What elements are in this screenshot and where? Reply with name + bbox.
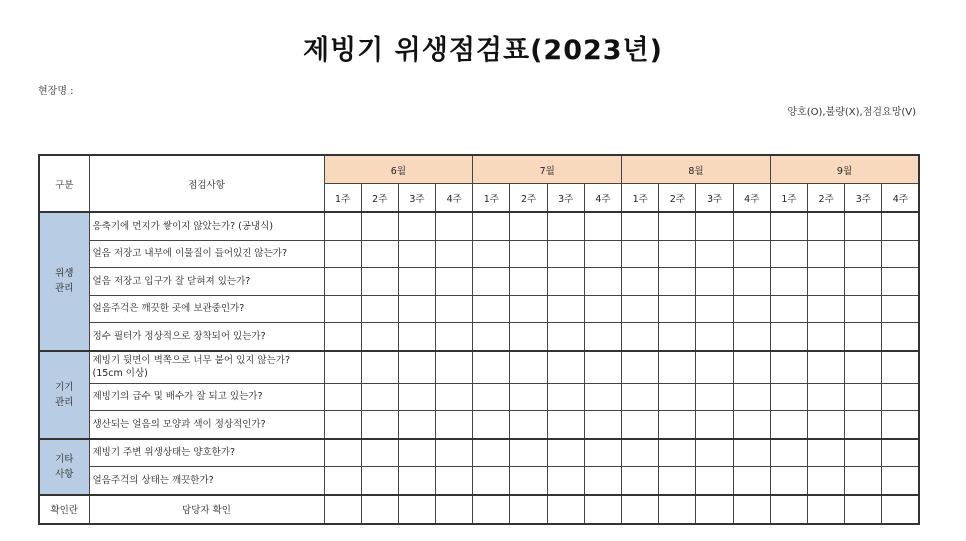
check-cell[interactable] — [436, 467, 473, 495]
check-cell[interactable] — [845, 323, 882, 351]
check-cell[interactable] — [473, 323, 510, 351]
check-cell[interactable] — [882, 212, 919, 240]
check-cell[interactable] — [770, 383, 807, 411]
check-cell[interactable] — [473, 383, 510, 411]
check-cell[interactable] — [808, 351, 845, 384]
signature-cell[interactable] — [659, 495, 696, 524]
check-cell[interactable] — [398, 323, 435, 351]
check-cell[interactable] — [770, 351, 807, 384]
category-header: 구분 — [39, 155, 89, 212]
signature-cell[interactable] — [361, 495, 398, 524]
items-header: 점검사항 — [89, 155, 324, 212]
check-cell[interactable] — [733, 268, 770, 296]
check-cell[interactable] — [845, 411, 882, 439]
check-cell[interactable] — [770, 411, 807, 439]
week-header: 4주 — [882, 184, 919, 213]
check-cell[interactable] — [473, 411, 510, 439]
check-cell[interactable] — [324, 411, 361, 439]
check-cell[interactable] — [733, 240, 770, 268]
week-header: 3주 — [845, 184, 882, 213]
check-cell[interactable] — [436, 351, 473, 384]
week-header: 3주 — [398, 184, 435, 213]
check-cell[interactable] — [696, 240, 733, 268]
check-cell[interactable] — [696, 212, 733, 240]
site-name-label: 현장명 : — [38, 86, 74, 97]
check-cell[interactable] — [659, 295, 696, 323]
check-cell[interactable] — [324, 323, 361, 351]
signature-cell[interactable] — [622, 495, 659, 524]
check-cell[interactable] — [436, 383, 473, 411]
check-cell[interactable] — [808, 439, 845, 467]
check-cell[interactable] — [361, 295, 398, 323]
check-cell[interactable] — [547, 268, 584, 296]
check-cell[interactable] — [324, 212, 361, 240]
check-cell[interactable] — [510, 411, 547, 439]
check-cell[interactable] — [324, 439, 361, 467]
signature-cell[interactable] — [398, 495, 435, 524]
check-cell[interactable] — [770, 323, 807, 351]
check-cell[interactable] — [808, 323, 845, 351]
check-cell[interactable] — [845, 383, 882, 411]
check-cell[interactable] — [696, 268, 733, 296]
check-cell[interactable] — [584, 323, 621, 351]
check-cell[interactable] — [808, 240, 845, 268]
check-cell[interactable] — [659, 439, 696, 467]
check-cell[interactable] — [398, 439, 435, 467]
check-cell[interactable] — [510, 439, 547, 467]
category-cell: 기기 관리 — [39, 351, 89, 439]
check-cell[interactable] — [845, 467, 882, 495]
check-cell[interactable] — [361, 351, 398, 384]
check-cell[interactable] — [473, 467, 510, 495]
check-cell[interactable] — [473, 268, 510, 296]
check-cell[interactable] — [398, 212, 435, 240]
check-cell[interactable] — [361, 323, 398, 351]
inspection-table — [38, 154, 920, 525]
check-cell[interactable] — [510, 467, 547, 495]
check-cell[interactable] — [733, 295, 770, 323]
check-cell[interactable] — [770, 295, 807, 323]
check-item-text: 제빙기 뒷면이 벽쪽으로 너무 붙어 있지 않는가? (15cm 이상) — [89, 351, 324, 384]
signature-cell[interactable] — [584, 495, 621, 524]
check-cell[interactable] — [733, 212, 770, 240]
check-cell[interactable] — [324, 268, 361, 296]
check-cell[interactable] — [882, 439, 919, 467]
check-cell[interactable] — [361, 383, 398, 411]
check-cell[interactable] — [436, 240, 473, 268]
confirm-text: 담당자 확인 — [89, 495, 324, 524]
check-cell[interactable] — [659, 351, 696, 384]
week-header: 4주 — [584, 184, 621, 213]
check-cell[interactable] — [547, 383, 584, 411]
check-cell[interactable] — [622, 323, 659, 351]
signature-cell[interactable] — [845, 495, 882, 524]
month-header: 7월 — [473, 155, 622, 184]
check-cell[interactable] — [361, 240, 398, 268]
category-cell: 기타 사항 — [39, 439, 89, 495]
month-header: 9월 — [770, 155, 919, 184]
check-cell[interactable] — [473, 240, 510, 268]
check-cell[interactable] — [324, 240, 361, 268]
check-cell[interactable] — [584, 411, 621, 439]
check-cell[interactable] — [584, 351, 621, 384]
check-cell[interactable] — [398, 467, 435, 495]
signature-cell[interactable] — [547, 495, 584, 524]
check-cell[interactable] — [361, 212, 398, 240]
signature-cell[interactable] — [882, 495, 919, 524]
check-cell[interactable] — [436, 295, 473, 323]
check-cell[interactable] — [770, 439, 807, 467]
check-cell[interactable] — [808, 411, 845, 439]
week-header: 1주 — [770, 184, 807, 213]
week-header: 3주 — [547, 184, 584, 213]
signature-cell[interactable] — [473, 495, 510, 524]
check-cell[interactable] — [510, 268, 547, 296]
check-cell[interactable] — [882, 383, 919, 411]
check-cell[interactable] — [436, 411, 473, 439]
check-cell[interactable] — [845, 268, 882, 296]
check-cell[interactable] — [510, 212, 547, 240]
category-cell: 위생 관리 — [39, 212, 89, 351]
check-cell[interactable] — [547, 323, 584, 351]
signature-cell[interactable] — [324, 495, 361, 524]
check-cell[interactable] — [584, 212, 621, 240]
signature-cell[interactable] — [510, 495, 547, 524]
week-header: 2주 — [361, 184, 398, 213]
check-cell[interactable] — [659, 383, 696, 411]
check-cell[interactable] — [398, 240, 435, 268]
month-header: 6월 — [324, 155, 473, 184]
check-cell[interactable] — [622, 411, 659, 439]
check-cell[interactable] — [659, 212, 696, 240]
check-cell[interactable] — [808, 467, 845, 495]
check-cell[interactable] — [584, 467, 621, 495]
check-cell[interactable] — [622, 268, 659, 296]
check-cell[interactable] — [770, 467, 807, 495]
check-item-text: 얼음 저장고 내부에 이물질이 들어있진 않는가? — [89, 240, 324, 268]
signature-cell[interactable] — [733, 495, 770, 524]
check-cell[interactable] — [770, 212, 807, 240]
week-header: 1주 — [324, 184, 361, 213]
check-cell[interactable] — [547, 295, 584, 323]
check-cell[interactable] — [547, 240, 584, 268]
check-cell[interactable] — [696, 411, 733, 439]
check-cell[interactable] — [324, 383, 361, 411]
check-cell[interactable] — [882, 467, 919, 495]
week-header: 2주 — [510, 184, 547, 213]
check-cell[interactable] — [510, 295, 547, 323]
check-cell[interactable] — [622, 439, 659, 467]
check-cell[interactable] — [436, 323, 473, 351]
check-cell[interactable] — [622, 351, 659, 384]
check-cell[interactable] — [733, 439, 770, 467]
check-cell[interactable] — [436, 212, 473, 240]
check-cell[interactable] — [733, 351, 770, 384]
check-cell[interactable] — [770, 240, 807, 268]
check-cell[interactable] — [361, 268, 398, 296]
week-header: 3주 — [696, 184, 733, 213]
check-cell[interactable] — [659, 411, 696, 439]
signature-cell[interactable] — [770, 495, 807, 524]
check-cell[interactable] — [696, 383, 733, 411]
check-cell[interactable] — [808, 212, 845, 240]
check-cell[interactable] — [510, 323, 547, 351]
check-item-text: 응축기에 먼지가 쌓이지 않았는가? (공냉식) — [89, 212, 324, 240]
check-cell[interactable] — [808, 295, 845, 323]
check-cell[interactable] — [361, 439, 398, 467]
check-cell[interactable] — [398, 268, 435, 296]
check-cell[interactable] — [882, 411, 919, 439]
check-cell[interactable] — [398, 295, 435, 323]
check-cell[interactable] — [696, 351, 733, 384]
week-header: 2주 — [659, 184, 696, 213]
check-cell[interactable] — [436, 439, 473, 467]
check-cell[interactable] — [398, 383, 435, 411]
signature-cell[interactable] — [808, 495, 845, 524]
check-cell[interactable] — [882, 295, 919, 323]
week-header: 4주 — [733, 184, 770, 213]
week-header: 1주 — [473, 184, 510, 213]
check-cell[interactable] — [547, 351, 584, 384]
check-cell[interactable] — [696, 323, 733, 351]
check-item-text: 얼음주걱은 깨끗한 곳에 보관중인가? — [89, 295, 324, 323]
check-cell[interactable] — [547, 439, 584, 467]
check-item-text: 생산되는 얼음의 모양과 색이 정상적인가? — [89, 411, 324, 439]
signature-cell[interactable] — [696, 495, 733, 524]
check-cell[interactable] — [473, 295, 510, 323]
check-cell[interactable] — [361, 467, 398, 495]
check-cell[interactable] — [547, 212, 584, 240]
check-cell[interactable] — [659, 240, 696, 268]
check-cell[interactable] — [622, 240, 659, 268]
check-cell[interactable] — [584, 268, 621, 296]
check-cell[interactable] — [622, 383, 659, 411]
check-item-text: 제빙기의 급수 및 배수가 잘 되고 있는가? — [89, 383, 324, 411]
week-header: 2주 — [808, 184, 845, 213]
check-cell[interactable] — [324, 351, 361, 384]
check-cell[interactable] — [622, 467, 659, 495]
check-cell[interactable] — [510, 383, 547, 411]
check-cell[interactable] — [770, 268, 807, 296]
check-cell[interactable] — [510, 240, 547, 268]
check-cell[interactable] — [584, 383, 621, 411]
check-cell[interactable] — [882, 240, 919, 268]
check-cell[interactable] — [845, 439, 882, 467]
check-cell[interactable] — [398, 351, 435, 384]
check-cell[interactable] — [808, 268, 845, 296]
check-cell[interactable] — [696, 439, 733, 467]
check-cell[interactable] — [398, 411, 435, 439]
check-cell[interactable] — [696, 467, 733, 495]
check-cell[interactable] — [622, 295, 659, 323]
check-item-text: 제빙기 주변 위생상태는 양호한가? — [89, 439, 324, 467]
check-cell[interactable] — [584, 295, 621, 323]
check-cell[interactable] — [473, 439, 510, 467]
check-cell[interactable] — [547, 411, 584, 439]
check-cell[interactable] — [584, 240, 621, 268]
check-cell[interactable] — [845, 240, 882, 268]
check-cell[interactable] — [324, 295, 361, 323]
check-cell[interactable] — [733, 411, 770, 439]
check-cell[interactable] — [845, 351, 882, 384]
month-header: 8월 — [622, 155, 771, 184]
check-item-text: 정수 필터가 정상적으로 장착되어 있는가? — [89, 323, 324, 351]
check-cell[interactable] — [733, 467, 770, 495]
check-cell[interactable] — [324, 467, 361, 495]
check-cell[interactable] — [733, 323, 770, 351]
check-item-text: 얼음주걱의 상태는 깨끗한가? — [89, 467, 324, 495]
check-cell[interactable] — [361, 411, 398, 439]
check-item-text: 얼음 저장고 입구가 잘 닫혀져 있는가? — [89, 268, 324, 296]
check-cell[interactable] — [622, 212, 659, 240]
check-cell[interactable] — [659, 268, 696, 296]
week-header: 4주 — [436, 184, 473, 213]
check-cell[interactable] — [882, 351, 919, 384]
check-cell[interactable] — [845, 295, 882, 323]
check-cell[interactable] — [733, 383, 770, 411]
signature-cell[interactable] — [436, 495, 473, 524]
check-cell[interactable] — [696, 295, 733, 323]
check-cell[interactable] — [659, 323, 696, 351]
check-cell[interactable] — [510, 351, 547, 384]
legend-text: 양호(O),불량(X),점검요망(V) — [787, 107, 916, 118]
check-cell[interactable] — [882, 268, 919, 296]
check-cell[interactable] — [584, 439, 621, 467]
check-cell[interactable] — [473, 212, 510, 240]
page-title: 제빙기 위생점검표(2023년) — [303, 35, 663, 66]
check-cell[interactable] — [473, 351, 510, 384]
check-cell[interactable] — [547, 467, 584, 495]
check-cell[interactable] — [659, 467, 696, 495]
check-cell[interactable] — [808, 383, 845, 411]
confirm-label: 확인란 — [39, 495, 89, 524]
week-header: 1주 — [622, 184, 659, 213]
check-cell[interactable] — [436, 268, 473, 296]
check-cell[interactable] — [845, 212, 882, 240]
check-cell[interactable] — [882, 323, 919, 351]
